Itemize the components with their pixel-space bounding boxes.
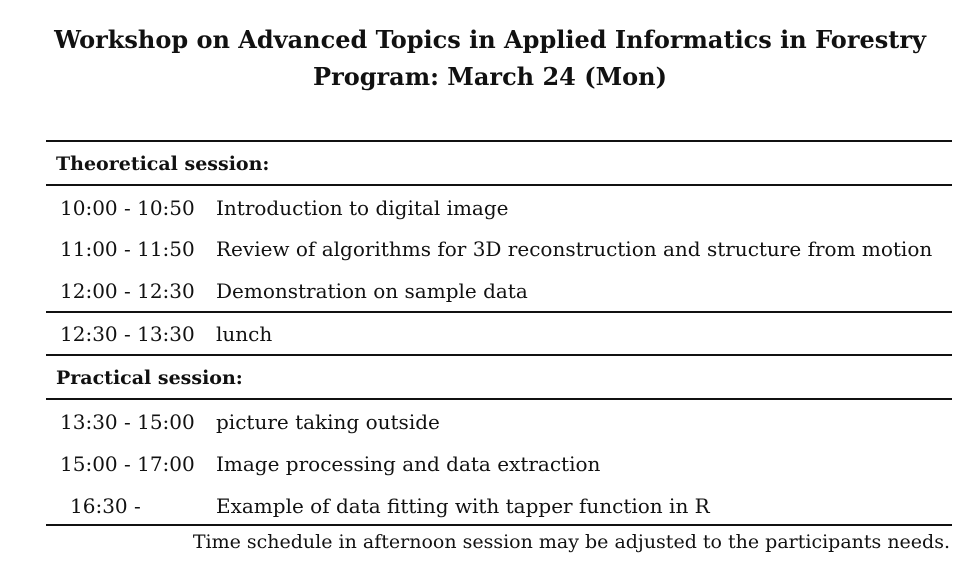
schedule-row xyxy=(0,234,980,264)
activity: Introduction to digital image xyxy=(216,196,509,220)
activity: lunch xyxy=(216,322,273,346)
schedule-row xyxy=(0,449,980,479)
activity: picture taking outside xyxy=(216,410,440,434)
theoretical-session-header: Theoretical session: xyxy=(56,153,270,175)
section-divider xyxy=(46,354,952,356)
activity: Example of data fitting with tapper function in R xyxy=(216,494,710,518)
workshop-title: Workshop on Advanced Topics in Applied Informatics in Forestry xyxy=(54,25,926,54)
activity: Review of algorithms for 3D reconstruction and structure from motion xyxy=(216,237,933,261)
practical-session-header: Practical session: xyxy=(56,367,243,389)
time-slot: 11:00 - 11:50 xyxy=(60,237,195,261)
schedule-row xyxy=(0,276,980,306)
section-divider xyxy=(46,311,952,313)
table-top-rule xyxy=(46,140,952,142)
time-slot: 12:00 - 12:30 xyxy=(60,279,195,303)
time-slot: 15:00 - 17:00 xyxy=(60,452,195,476)
time-slot: 16:30 - xyxy=(70,494,141,518)
program-date: Program: March 24 (Mon) xyxy=(313,62,667,91)
time-slot: 12:30 - 13:30 xyxy=(60,322,195,346)
time-slot: 13:30 - 15:00 xyxy=(60,410,195,434)
activity: Demonstration on sample data xyxy=(216,279,528,303)
section-divider xyxy=(46,184,952,186)
section-divider xyxy=(46,398,952,400)
time-slot: 10:00 - 10:50 xyxy=(60,196,195,220)
activity: Image processing and data extraction xyxy=(216,452,601,476)
schedule-row xyxy=(0,407,980,437)
schedule-row xyxy=(0,193,980,223)
schedule-footnote: Time schedule in afternoon session may be adjusted to the participants needs. xyxy=(192,531,950,553)
schedule-row xyxy=(0,491,980,521)
lunch-row xyxy=(0,319,980,349)
table-bottom-rule xyxy=(46,524,952,526)
